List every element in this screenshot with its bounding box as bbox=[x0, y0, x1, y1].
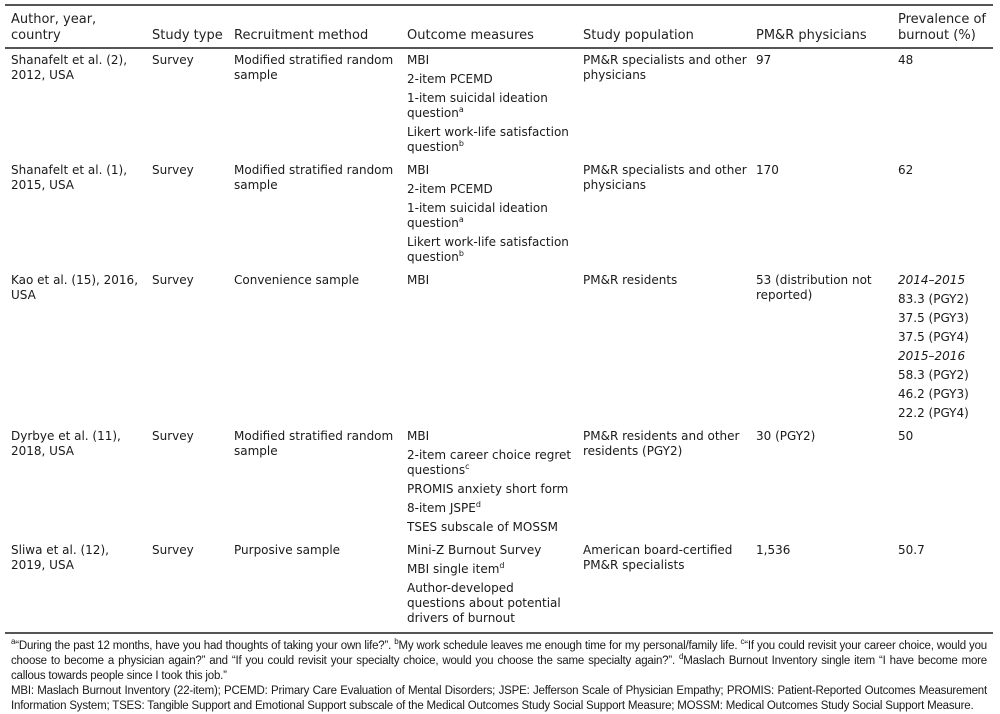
cell-physicians: 30 (PGY2) bbox=[756, 429, 816, 443]
cell-prevalence bbox=[892, 425, 993, 539]
cell-outcome-measures bbox=[401, 269, 577, 425]
cell-outcome-measures bbox=[401, 48, 577, 159]
outcome-measure-text: MBI bbox=[407, 163, 430, 177]
footnote-c-mark: c bbox=[740, 637, 745, 647]
prevalence-value: 37.5 (PGY3) bbox=[898, 311, 969, 325]
cell-recruitment: Modified stratified random sample bbox=[234, 429, 394, 458]
footnote-reference: a bbox=[458, 105, 464, 114]
table-row bbox=[5, 425, 993, 539]
cell-physicians: 97 bbox=[756, 53, 772, 67]
cell-prevalence bbox=[892, 269, 993, 425]
outcome-measure-item bbox=[407, 448, 574, 478]
table-body bbox=[5, 48, 993, 633]
cell-prevalence bbox=[892, 539, 993, 633]
outcome-measure-item bbox=[407, 429, 574, 444]
outcome-measure-item bbox=[407, 53, 574, 68]
footnote-a-mark: a bbox=[11, 637, 16, 647]
outcome-measure-text: Author-developed questions about potential drivers of burnout bbox=[407, 581, 561, 625]
cell-study-type: Survey bbox=[152, 53, 194, 67]
cell-study-type: Survey bbox=[152, 543, 194, 557]
outcome-measure-item bbox=[407, 201, 574, 231]
outcome-measure-item bbox=[407, 562, 574, 577]
header-population: Study population bbox=[583, 28, 694, 43]
header-row bbox=[5, 5, 993, 48]
outcome-measure-item bbox=[407, 581, 574, 626]
cell-author: Kao et al. (15), 2016, USA bbox=[11, 273, 139, 302]
prevalence-value: 22.2 (PGY4) bbox=[898, 406, 969, 420]
cell-population: American board-certified PM&R specialists bbox=[583, 543, 733, 572]
outcome-measure-text: 2-item PCEMD bbox=[407, 72, 493, 86]
header-study-type: Study type bbox=[152, 28, 223, 43]
prevalence-value: 62 bbox=[898, 163, 914, 177]
header-author: Author, year, country bbox=[11, 12, 97, 43]
footnote-a: “During the past 12 months, have you had thoughts of taking your own life?”. bbox=[15, 640, 395, 652]
outcome-measure-item bbox=[407, 543, 574, 558]
cell-recruitment: Modified stratified random sample bbox=[234, 53, 394, 82]
outcome-measure-item bbox=[407, 163, 574, 178]
cell-outcome-measures bbox=[401, 425, 577, 539]
burnout-studies-table bbox=[5, 4, 993, 634]
prevalence-value: 58.3 (PGY2) bbox=[898, 368, 969, 382]
prevalence-value: 50 bbox=[898, 429, 914, 443]
footnote-reference: c bbox=[465, 462, 470, 471]
outcome-measure-text: 1-item suicidal ideation question bbox=[407, 201, 548, 230]
cell-recruitment: Modified stratified random sample bbox=[234, 163, 394, 192]
prevalence-period-label: 2015–2016 bbox=[898, 349, 966, 363]
outcome-measure-item bbox=[407, 520, 574, 535]
cell-author: Sliwa et al. (12), 2019, USA bbox=[11, 543, 109, 572]
cell-population: PM&R residents and other residents (PGY2) bbox=[583, 429, 740, 458]
cell-prevalence bbox=[892, 48, 993, 159]
outcome-measure-text: 8-item JSPE bbox=[407, 501, 476, 515]
footnote-markers bbox=[11, 639, 987, 684]
outcome-measure-text: MBI bbox=[407, 429, 430, 443]
outcome-measure-item bbox=[407, 482, 574, 497]
cell-study-type: Survey bbox=[152, 273, 194, 287]
abbreviations-note: MBI: Maslach Burnout Inventory (22-item); PCEMD: Primary Care Evaluation of Mental Disorders; JSPE: Jefferson Scale of Physician Empathy; PROMIS: Patient-Reported Outcomes Measurement Information System; TSES: Tangible Support and Emotional Support subscale of the Medical Outcomes Study Social Support Measure; MOSSM: Medical Outcomes Study Social Support Measure. bbox=[11, 685, 987, 712]
prevalence-value: 48 bbox=[898, 53, 914, 67]
footnote-reference: b bbox=[458, 139, 464, 148]
footnote-d-mark: d bbox=[679, 652, 684, 662]
outcome-measure-text: 2-item career choice regret questions bbox=[407, 448, 572, 477]
cell-recruitment: Convenience sample bbox=[234, 273, 360, 287]
outcome-measure-item bbox=[407, 91, 574, 121]
outcome-measure-item bbox=[407, 72, 574, 87]
cell-physicians: 53 (distribution not reported) bbox=[756, 273, 872, 302]
header-physicians: PM&R physicians bbox=[756, 28, 867, 43]
header-recruitment: Recruitment method bbox=[234, 28, 369, 43]
cell-population: PM&R residents bbox=[583, 273, 678, 287]
header-prevalence: Prevalence of burnout (%) bbox=[898, 12, 986, 43]
cell-author: Dyrbye et al. (11), 2018, USA bbox=[11, 429, 121, 458]
prevalence-value: 37.5 (PGY4) bbox=[898, 330, 969, 344]
header-outcomes: Outcome measures bbox=[407, 28, 534, 43]
cell-study-type: Survey bbox=[152, 429, 194, 443]
prevalence-value: 50.7 bbox=[898, 543, 925, 557]
cell-recruitment: Purposive sample bbox=[234, 543, 341, 557]
outcome-measure-item bbox=[407, 235, 574, 265]
outcome-measure-item bbox=[407, 125, 574, 155]
outcome-measure-text: MBI bbox=[407, 273, 430, 287]
outcome-measure-text: MBI bbox=[407, 53, 430, 67]
prevalence-value: 46.2 (PGY3) bbox=[898, 387, 969, 401]
cell-population: PM&R specialists and other physicians bbox=[583, 53, 747, 82]
footnote-reference: d bbox=[475, 500, 481, 509]
cell-physicians: 170 bbox=[756, 163, 779, 177]
footnote-d: Maslach Burnout Inventory single item “I have become more callous towards people since I took this job.” bbox=[11, 655, 987, 682]
outcome-measure-item bbox=[407, 273, 574, 288]
cell-study-type: Survey bbox=[152, 163, 194, 177]
outcome-measure-text: 2-item PCEMD bbox=[407, 182, 493, 196]
cell-outcome-measures bbox=[401, 159, 577, 269]
cell-author: Shanafelt et al. (2), 2012, USA bbox=[11, 53, 128, 82]
prevalence-period-label: 2014–2015 bbox=[898, 273, 966, 287]
cell-physicians: 1,536 bbox=[756, 543, 791, 557]
cell-outcome-measures bbox=[401, 539, 577, 633]
cell-author: Shanafelt et al. (1), 2015, USA bbox=[11, 163, 128, 192]
outcome-measure-text: MBI single item bbox=[407, 562, 500, 576]
footnote-b: My work schedule leaves me enough time for my personal/family life. bbox=[398, 640, 741, 652]
cell-prevalence bbox=[892, 159, 993, 269]
table-row bbox=[5, 48, 993, 159]
table-footnotes bbox=[5, 634, 993, 714]
outcome-measure-item bbox=[407, 182, 574, 197]
studies-table-container bbox=[5, 4, 993, 714]
prevalence-value: 83.3 (PGY2) bbox=[898, 292, 969, 306]
outcome-measure-text: 1-item suicidal ideation question bbox=[407, 91, 548, 120]
footnote-b-mark: b bbox=[394, 637, 399, 647]
outcome-measure-text: Likert work-life satisfaction question bbox=[407, 125, 569, 154]
outcome-measure-item bbox=[407, 501, 574, 516]
outcome-measure-text: TSES subscale of MOSSM bbox=[407, 520, 558, 534]
table-row bbox=[5, 539, 993, 633]
outcome-measure-text: Mini-Z Burnout Survey bbox=[407, 543, 542, 557]
table-row bbox=[5, 159, 993, 269]
cell-population: PM&R specialists and other physicians bbox=[583, 163, 747, 192]
footnote-reference: d bbox=[499, 561, 505, 570]
table-header bbox=[5, 5, 993, 48]
footnote-c: “If you could revisit your career choice, would you choose to become a physician again?” and “If you could revisit your specialty choice, would you choose the same specialty again?”. bbox=[11, 640, 987, 667]
table-row bbox=[5, 269, 993, 425]
footnote-reference: b bbox=[458, 249, 464, 258]
outcome-measure-text: PROMIS anxiety short form bbox=[407, 482, 569, 496]
outcome-measure-text: Likert work-life satisfaction question bbox=[407, 235, 569, 264]
footnote-reference: a bbox=[458, 215, 464, 224]
